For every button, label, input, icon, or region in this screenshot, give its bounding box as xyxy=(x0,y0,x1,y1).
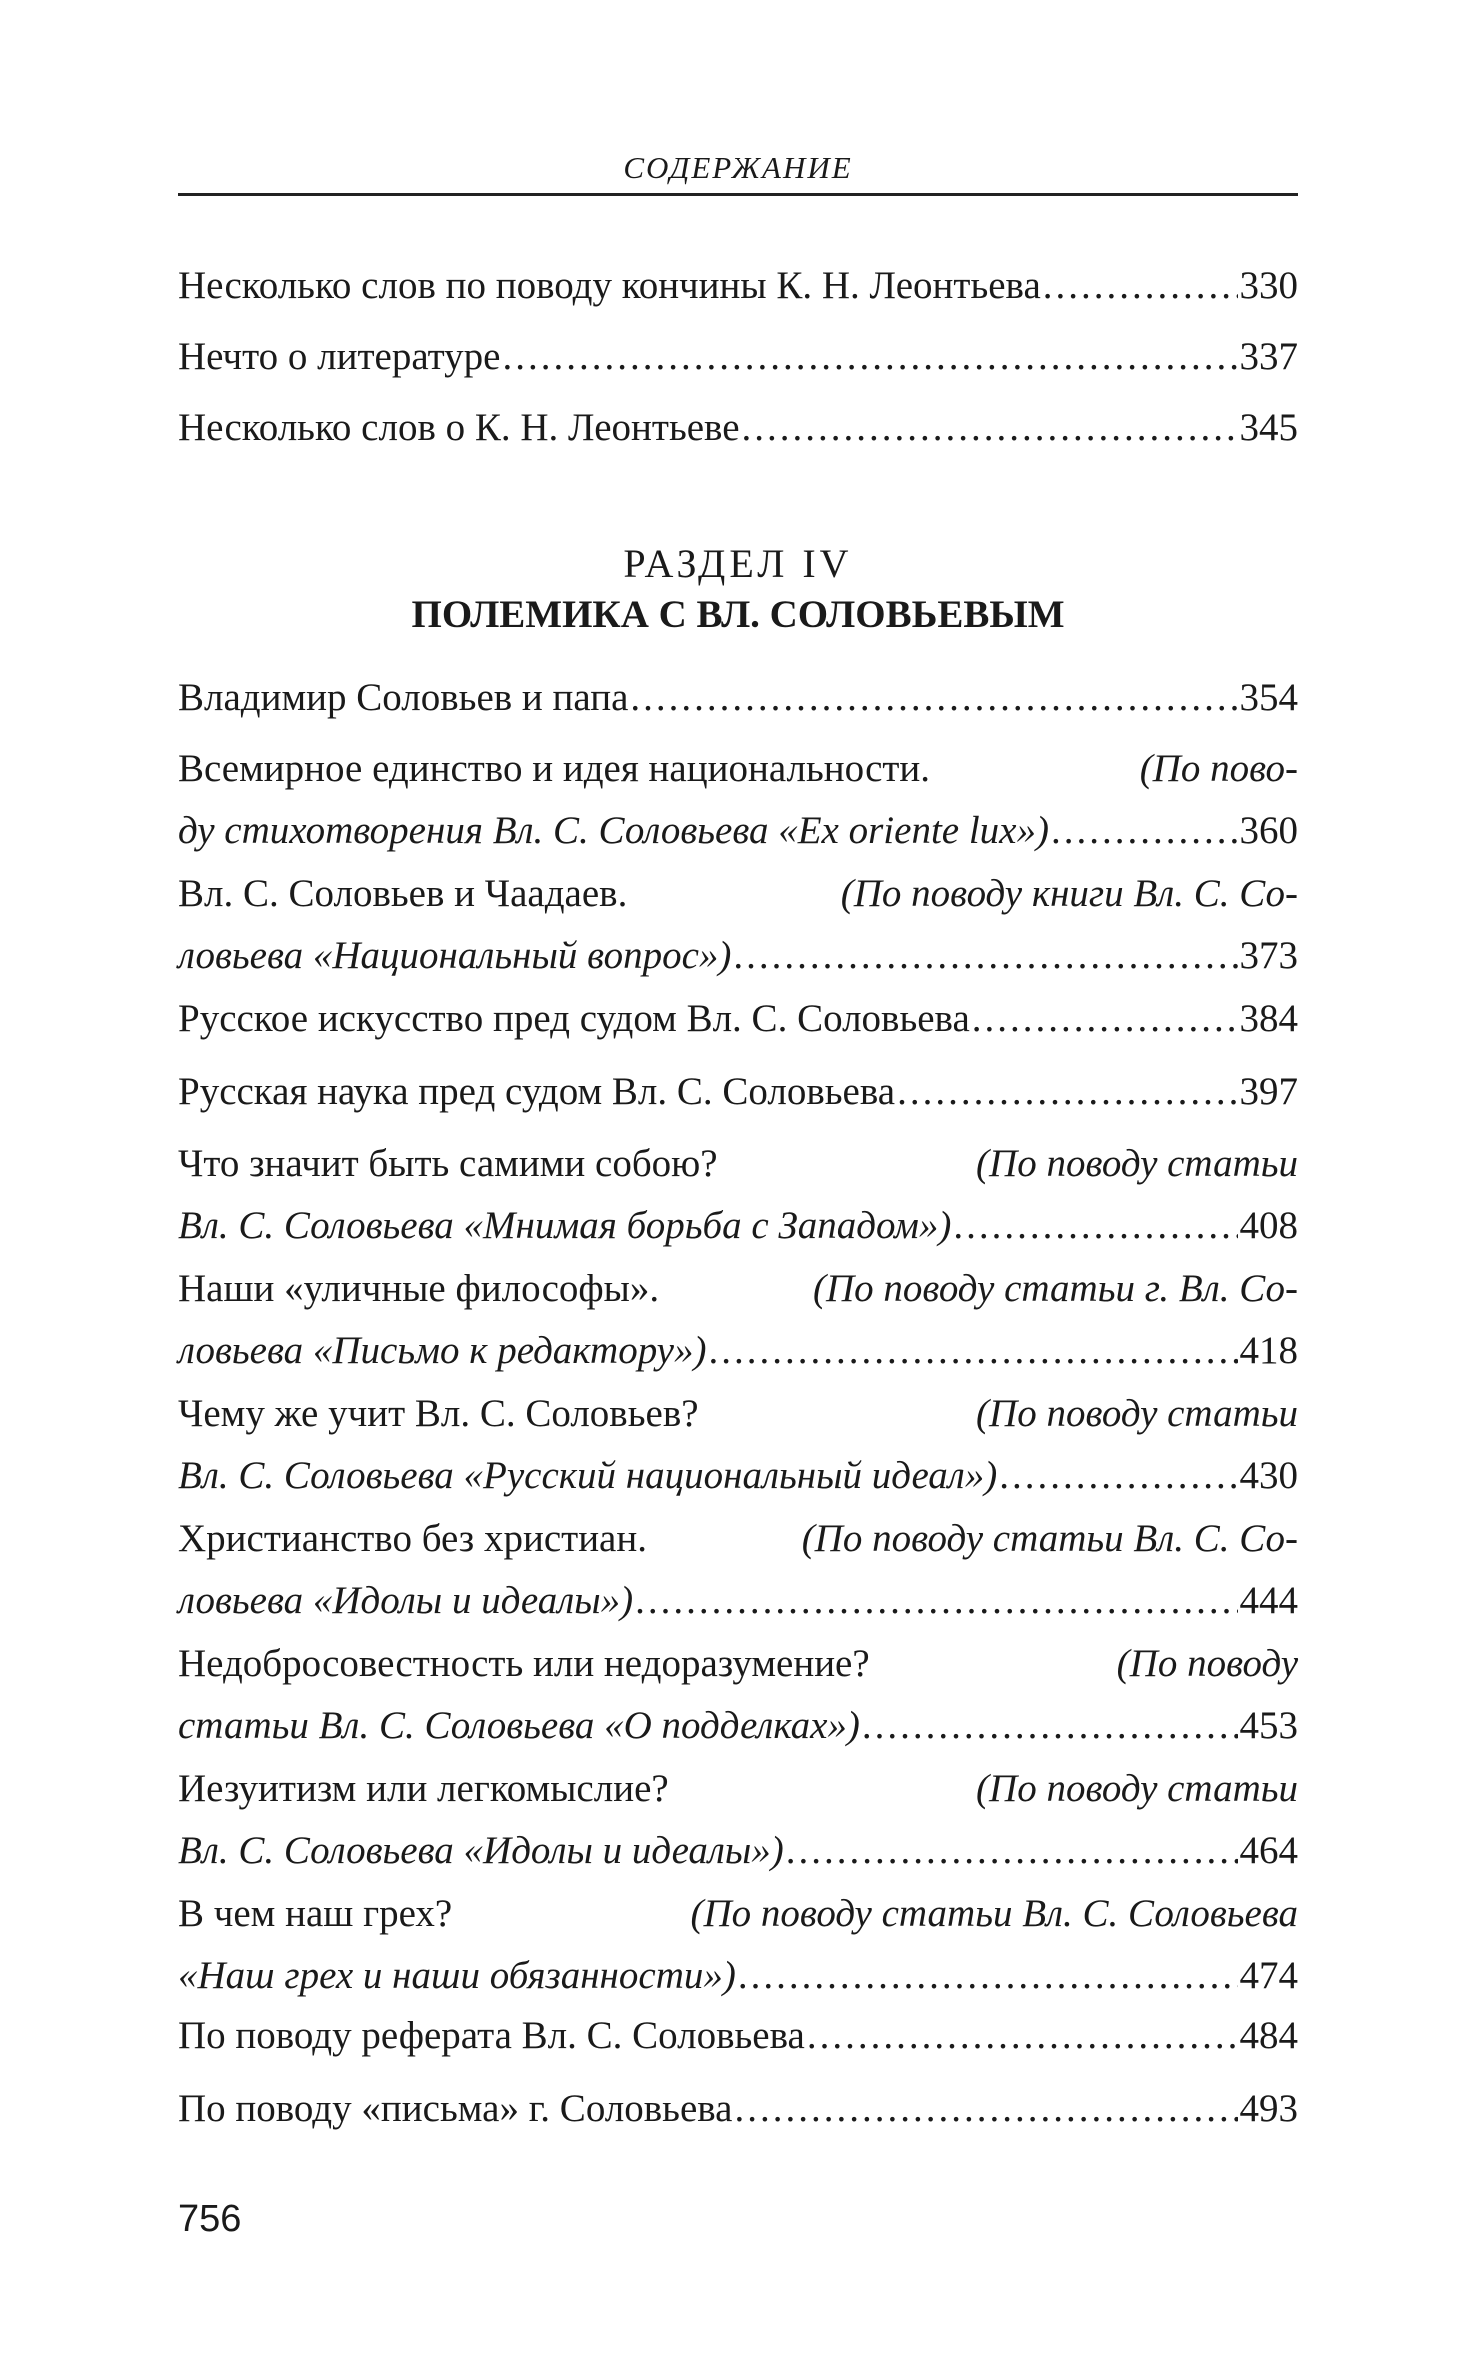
toc-entry[interactable] xyxy=(178,1883,1298,2007)
toc-entry-page: 360 xyxy=(1239,809,1298,852)
toc-entry[interactable] xyxy=(178,1758,1298,1882)
toc-entry[interactable] xyxy=(178,1383,1298,1507)
toc-entry[interactable] xyxy=(178,255,1298,317)
toc-entry-title: Вл. С. Соловьев и Чаадаев. xyxy=(178,872,638,915)
leader-dots xyxy=(742,397,1238,459)
toc-entry-subtitle: (По поводу xyxy=(1116,1642,1298,1685)
toc-entry-page: 337 xyxy=(1239,335,1298,378)
toc-entry-subtitle: (По поводу статьи Вл. С. Со- xyxy=(801,1517,1298,1560)
toc-entry-page: 384 xyxy=(1239,997,1298,1040)
toc-entry-page: 493 xyxy=(1239,2087,1298,2130)
leader-dots xyxy=(862,1695,1238,1757)
toc-entry-title: Чему же учит Вл. С. Соловьев? xyxy=(178,1392,709,1435)
toc-entry-page: 397 xyxy=(1239,1070,1298,1113)
toc-entry-page: 430 xyxy=(1239,1454,1298,1497)
leader-dots xyxy=(502,326,1237,388)
toc-entry-page: 354 xyxy=(1239,676,1298,719)
toc-entry-subtitle: (По поводу статьи xyxy=(976,1392,1298,1435)
toc-entry-page: 453 xyxy=(1239,1704,1298,1747)
leader-dots xyxy=(953,1195,1237,1257)
leader-dots xyxy=(733,925,1237,987)
toc-entry-title: Владимир Соловьев и папа xyxy=(178,676,629,719)
section-title: ПОЛЕМИКА С ВЛ. СОЛОВЬЕВЫМ xyxy=(411,593,1065,636)
toc-entry-title: Иезуитизм или легкомыслие? xyxy=(178,1767,679,1810)
toc-entry-subtitle: (По поводу статьи xyxy=(976,1767,1298,1810)
toc-entry-subtitle: (По поводу статьи Вл. С. Соловьева xyxy=(690,1892,1298,1935)
leader-dots xyxy=(735,2078,1238,2140)
toc-entry-subtitle-cont: статьи Вл. С. Соловьева «О подделках») xyxy=(178,1704,860,1747)
leader-dots xyxy=(1051,800,1238,862)
toc-entry-subtitle: (По пово- xyxy=(1139,747,1298,790)
toc-entry[interactable] xyxy=(178,326,1298,388)
header-rule xyxy=(178,193,1298,196)
toc-entry[interactable] xyxy=(178,2005,1298,2067)
leader-dots xyxy=(972,988,1238,1050)
toc-entry[interactable] xyxy=(178,2078,1298,2140)
toc-entry-subtitle: (По поводу статьи xyxy=(976,1142,1298,1185)
running-head: СОДЕРЖАНИЕ xyxy=(623,150,853,185)
toc-entry-page: 330 xyxy=(1239,264,1298,307)
toc-entry-title: Несколько слов по поводу кончины К. Н. Леонтьева xyxy=(178,264,1041,307)
toc-entry[interactable] xyxy=(178,667,1298,729)
toc-entry[interactable] xyxy=(178,1633,1298,1757)
toc-entry-page: 484 xyxy=(1239,2014,1298,2057)
toc-entry-subtitle-cont: «Наш грех и наши обязанности») xyxy=(178,1954,736,1997)
toc-entry-subtitle-cont: ловьева «Идолы и идеалы») xyxy=(178,1579,634,1622)
toc-entry-title: Русское искусство пред судом Вл. С. Соловьева xyxy=(178,997,970,1040)
toc-entry-title: По поводу «письма» г. Соловьева xyxy=(178,2087,733,2130)
toc-entry-subtitle-cont: Вл. С. Соловьева «Идолы и идеалы») xyxy=(178,1829,784,1872)
toc-entry-title: По поводу реферата Вл. С. Соловьева xyxy=(178,2014,805,2057)
leader-dots xyxy=(897,1061,1237,1123)
toc-entry-title: Что значит быть самими собою? xyxy=(178,1142,728,1185)
leader-dots xyxy=(630,667,1237,729)
toc-entry-page: 408 xyxy=(1239,1204,1298,1247)
toc-entry[interactable] xyxy=(178,1133,1298,1257)
toc-entry[interactable] xyxy=(178,1258,1298,1382)
leader-dots xyxy=(708,1320,1237,1382)
toc-entry-subtitle-cont: ду стихотворения Вл. С. Соловьева «Ex oriente lux») xyxy=(178,809,1049,852)
leader-dots xyxy=(999,1445,1237,1507)
toc-entry-subtitle-cont: ловьева «Письмо к редактору») xyxy=(178,1329,707,1372)
toc-entry-page: 373 xyxy=(1239,934,1298,977)
toc-entry-subtitle-cont: Вл. С. Соловьева «Русский национальный идеал») xyxy=(178,1454,998,1497)
toc-entry[interactable] xyxy=(178,863,1298,987)
toc-entry[interactable] xyxy=(178,1508,1298,1632)
leader-dots xyxy=(807,2005,1238,2067)
toc-entry-subtitle: (По поводу статьи г. Вл. Со- xyxy=(813,1267,1298,1310)
toc-entry-title: Наши «уличные философы». xyxy=(178,1267,669,1310)
toc-entry-title: Недобросовестность или недоразумение? xyxy=(178,1642,880,1685)
toc-entry-title: Нечто о литературе xyxy=(178,335,501,378)
toc-entry-title: Несколько слов о К. Н. Леонтьеве xyxy=(178,406,740,449)
leader-dots xyxy=(786,1820,1238,1882)
toc-entry[interactable] xyxy=(178,988,1298,1050)
toc-entry-page: 464 xyxy=(1239,1829,1298,1872)
toc-entry-page: 444 xyxy=(1239,1579,1298,1622)
toc-entry-page: 474 xyxy=(1239,1954,1298,1997)
page-number: 756 xyxy=(178,2198,242,2240)
toc-entry-title: Всемирное единство и идея национальности. xyxy=(178,747,940,790)
toc-entry-page: 345 xyxy=(1239,406,1298,449)
toc-entry-page: 418 xyxy=(1239,1329,1298,1372)
toc-entry-title: В чем наш грех? xyxy=(178,1892,462,1935)
toc-entry-subtitle-cont: ловьева «Национальный вопрос») xyxy=(178,934,732,977)
toc-entry-title: Русская наука пред судом Вл. С. Соловьева xyxy=(178,1070,896,1113)
leader-dots xyxy=(738,1945,1238,2007)
section-number: РАЗДЕЛ IV xyxy=(623,541,853,586)
toc-entry[interactable] xyxy=(178,1061,1298,1123)
toc-entry[interactable] xyxy=(178,397,1298,459)
toc-entry[interactable] xyxy=(178,738,1298,862)
leader-dots xyxy=(635,1570,1237,1632)
toc-entry-subtitle: (По поводу книги Вл. С. Со- xyxy=(840,872,1298,915)
leader-dots xyxy=(1043,255,1238,317)
toc-entry-title: Христианство без христиан. xyxy=(178,1517,657,1560)
toc-entry-subtitle-cont: Вл. С. Соловьева «Мнимая борьба с Западом») xyxy=(178,1204,952,1247)
